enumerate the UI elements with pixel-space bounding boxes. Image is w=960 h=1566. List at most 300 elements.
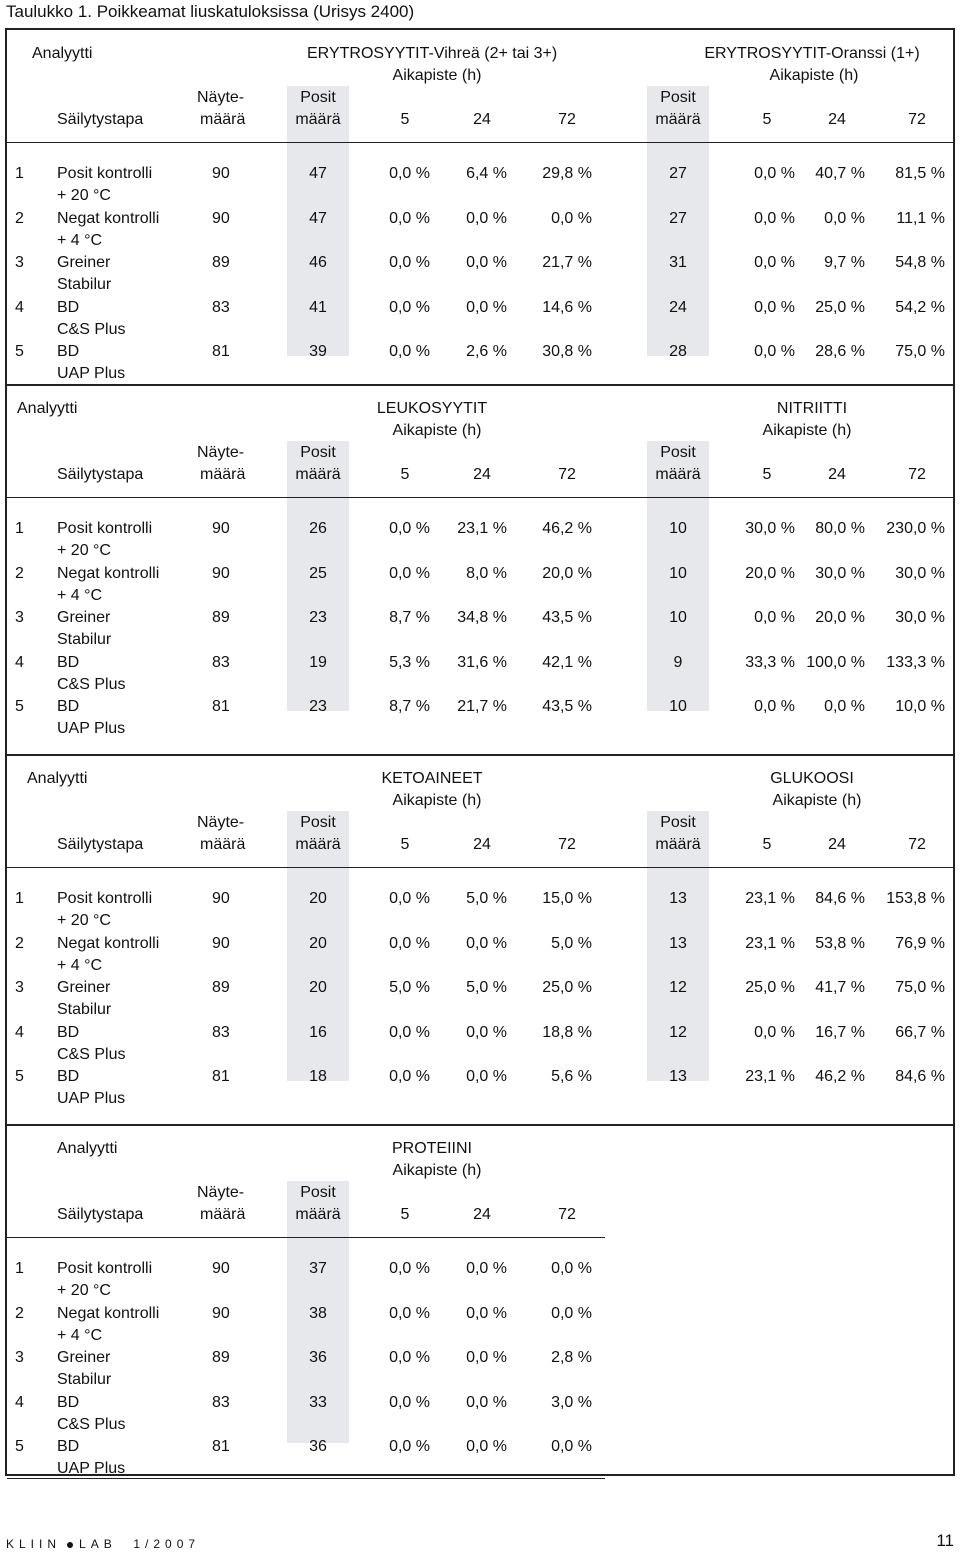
value-right-5h: 0,0 % [754,343,795,360]
sample-count: 90 [212,1260,230,1277]
value-left-5h: 0,0 % [389,1068,430,1085]
page-number: 11 [936,1531,954,1550]
storage-name: Posit kontrolli [57,890,153,907]
posit-header-top-left: Posit [300,444,336,461]
storage-sub: UAP Plus [57,720,126,737]
value-left-24h: 5,0 % [466,979,507,996]
value-left-5h: 0,0 % [389,934,430,952]
timepoint-label-left: Aikapiste (h) [392,1162,482,1179]
value-left-24h: 0,0 % [466,1023,507,1041]
posit-count-left: 39 [309,343,327,360]
value-left-5h: 0,0 % [389,564,430,582]
timepoint-24-right: 24 [828,836,846,853]
value-left-5h: 5,0 % [389,979,430,996]
value-left-24h: 34,8 % [457,609,507,626]
section-4 [7,1125,953,1475]
value-right-5h: 0,0 % [754,209,795,227]
value-right-72h: 75,0 % [895,343,945,360]
row-number: 3 [15,1349,24,1366]
sample-count: 90 [212,1304,230,1322]
row-number: 2 [15,934,24,952]
value-right-5h: 0,0 % [754,1023,795,1041]
storage-name: Negat kontrolli [57,564,160,582]
timepoint-72-right: 72 [908,111,926,128]
storage-sub: C&S Plus [57,1415,126,1433]
value-right-24h: 46,2 % [815,1068,865,1085]
storage-sub: UAP Plus [57,1460,126,1477]
value-left-24h: 5,0 % [466,890,507,907]
section-3 [7,755,953,1125]
posit-count-right: 10 [669,520,687,537]
posit-header-bottom-left: määrä [295,836,341,853]
value-right-24h: 80,0 % [815,520,865,537]
storage-name: BD [57,1438,80,1455]
value-right-72h: 54,8 % [895,254,945,271]
analyte-title-left: ERYTROSYYTIT-Vihreä (2+ tai 3+) [307,45,558,62]
value-right-72h: 30,0 % [895,564,945,582]
sample-count: 81 [212,343,230,360]
posit-count-left: 33 [309,1393,327,1411]
analyte-title-left: PROTEIINI [391,1140,472,1157]
posit-count-left: 18 [309,1068,327,1085]
posit-header-bottom-right: määrä [655,466,701,483]
storage-sub: + 20 °C [57,912,111,929]
value-left-72h: 29,8 % [542,165,592,182]
posit-count-left: 47 [309,209,327,227]
value-left-5h: 0,0 % [389,1304,430,1322]
storage-header: Säilytystapa [57,111,144,128]
row-number: 4 [15,1023,24,1041]
row-number: 2 [15,564,24,582]
value-left-72h: 0,0 % [551,1304,592,1322]
value-left-5h: 8,7 % [389,698,430,715]
sample-header-bottom: määrä [200,111,246,128]
value-right-5h: 0,0 % [754,698,795,715]
analyte-title-right: NITRIITTI [776,400,848,417]
value-left-72h: 25,0 % [542,979,592,996]
value-right-24h: 16,7 % [815,1023,865,1041]
value-right-72h: 84,6 % [895,1068,945,1085]
value-right-24h: 28,6 % [815,343,865,360]
storage-sub: C&S Plus [57,320,126,338]
posit-count-left: 23 [309,609,327,626]
value-left-5h: 0,0 % [389,298,430,316]
row-number: 4 [15,1393,24,1411]
value-left-5h: 0,0 % [389,520,430,537]
timepoint-label-right: Aikapiste (h) [772,792,862,809]
timepoint-72-left: 72 [558,1206,576,1223]
storage-sub: + 4 °C [57,1326,103,1344]
sample-header-bottom: määrä [200,466,246,483]
posit-header-top-right: Posit [660,444,696,461]
storage-name: Negat kontrolli [57,934,160,952]
timepoint-24-left: 24 [473,1206,491,1223]
value-left-5h: 0,0 % [389,1393,430,1411]
storage-sub: UAP Plus [57,365,126,382]
posit-count-left: 25 [309,564,327,582]
value-left-72h: 43,5 % [542,698,592,715]
storage-name: BD [57,698,80,715]
sample-header-bottom: määrä [200,1206,246,1223]
value-right-24h: 25,0 % [815,298,865,316]
timepoint-label-left: Aikapiste (h) [392,67,482,84]
table-caption: Taulukko 1. Poikkeamat liuskatuloksissa (Urisys 2400) [6,2,415,21]
section-1 [7,30,953,385]
storage-name: BD [57,298,80,316]
storage-sub: UAP Plus [57,1090,126,1107]
storage-sub: Stabilur [57,1371,112,1388]
timepoint-label-right: Aikapiste (h) [769,67,859,84]
value-left-24h: 0,0 % [466,254,507,271]
sample-count: 83 [212,1393,230,1411]
value-left-72h: 0,0 % [551,1260,592,1277]
row-number: 3 [15,609,24,626]
value-left-24h: 31,6 % [457,653,507,671]
value-left-5h: 0,0 % [389,1023,430,1041]
posit-count-left: 47 [309,165,327,182]
row-number: 5 [15,1068,24,1085]
storage-sub: + 20 °C [57,542,111,559]
timepoint-5-right: 5 [762,466,772,483]
value-right-24h: 0,0 % [824,209,865,227]
value-left-5h: 8,7 % [389,609,430,626]
value-left-72h: 5,0 % [551,934,592,952]
storage-sub: C&S Plus [57,1045,126,1063]
posit-count-left: 20 [309,890,327,907]
sample-count: 90 [212,209,230,227]
row-number: 1 [15,1260,24,1277]
posit-count-left: 46 [309,254,327,271]
analyte-header: Analyytti [32,45,93,62]
value-left-5h: 0,0 % [389,1349,430,1366]
posit-count-right: 27 [669,165,687,182]
sample-count: 90 [212,890,230,907]
value-left-24h: 0,0 % [466,209,507,227]
posit-count-right: 13 [669,934,687,952]
timepoint-5-right: 5 [762,111,772,128]
analyte-header: Analyytti [57,1140,118,1157]
value-right-72h: 30,0 % [895,609,945,626]
posit-count-right: 31 [669,254,687,271]
value-right-72h: 54,2 % [895,298,945,316]
value-left-5h: 5,3 % [389,653,430,671]
results-table-frame [5,28,955,1476]
posit-count-right: 13 [669,890,687,907]
timepoint-72-right: 72 [908,836,926,853]
value-left-24h: 8,0 % [466,564,507,582]
storage-sub: + 20 °C [57,187,111,204]
posit-count-right: 24 [669,298,687,316]
storage-name: Greiner [57,254,111,271]
timepoint-24-left: 24 [473,466,491,483]
row-number: 1 [15,165,24,182]
sample-header-top: Näyte- [197,444,245,461]
value-right-72h: 10,0 % [895,698,945,715]
value-left-72h: 14,6 % [542,298,592,316]
value-right-5h: 0,0 % [754,609,795,626]
value-left-24h: 0,0 % [466,1304,507,1322]
value-right-72h: 75,0 % [895,979,945,996]
posit-header-bottom-left: määrä [295,1206,341,1223]
value-left-72h: 18,8 % [542,1023,592,1041]
header-divider [7,867,953,868]
value-left-72h: 3,0 % [551,1393,592,1411]
value-right-24h: 40,7 % [815,165,865,182]
timepoint-72-left: 72 [558,836,576,853]
value-right-5h: 30,0 % [745,520,795,537]
posit-header-top-left: Posit [300,1184,336,1201]
analyte-title-left: KETOAINEET [381,770,483,787]
row-number: 2 [15,1304,24,1322]
value-left-72h: 15,0 % [542,890,592,907]
posit-header-top-left: Posit [300,814,336,831]
section-bottom-divider [7,1478,605,1479]
timepoint-label-right: Aikapiste (h) [762,422,852,439]
timepoint-5-left: 5 [400,466,410,483]
posit-count-left: 20 [309,934,327,952]
storage-name: BD [57,1068,80,1085]
journal-lab: LAB [79,1537,117,1551]
sample-count: 89 [212,979,230,996]
value-left-5h: 0,0 % [389,1260,430,1277]
value-right-5h: 25,0 % [745,979,795,996]
value-left-5h: 0,0 % [389,343,430,360]
row-number: 5 [15,698,24,715]
value-right-24h: 53,8 % [815,934,865,952]
posit-header-bottom-left: määrä [295,466,341,483]
row-number: 1 [15,890,24,907]
value-right-72h: 230,0 % [886,520,945,537]
value-right-24h: 0,0 % [824,698,865,715]
value-left-72h: 0,0 % [551,209,592,227]
value-left-24h: 0,0 % [466,934,507,952]
sample-count: 81 [212,698,230,715]
timepoint-24-right: 24 [828,111,846,128]
posit-header-top-left: Posit [300,89,336,106]
posit-header-bottom-right: määrä [655,836,701,853]
storage-name: Greiner [57,1349,111,1366]
storage-name: Greiner [57,979,111,996]
timepoint-5-left: 5 [400,836,410,853]
value-left-24h: 0,0 % [466,298,507,316]
value-right-24h: 30,0 % [815,564,865,582]
value-left-72h: 5,6 % [551,1068,592,1085]
sample-count: 83 [212,1023,230,1041]
header-divider [7,497,953,498]
analyte-header: Analyytti [27,770,88,787]
sample-count: 89 [212,254,230,271]
sample-header-top: Näyte- [197,89,245,106]
sample-header-bottom: määrä [200,836,246,853]
value-left-5h: 0,0 % [389,254,430,271]
header-divider [7,142,953,143]
posit-count-right: 12 [669,979,687,996]
storage-name: BD [57,1393,80,1411]
value-left-24h: 0,0 % [466,1260,507,1277]
value-right-24h: 9,7 % [824,254,865,271]
footer-journal [6,1537,200,1551]
value-left-5h: 0,0 % [389,1438,430,1455]
posit-header-bottom-right: määrä [655,111,701,128]
value-left-24h: 0,0 % [466,1393,507,1411]
row-number: 2 [15,209,24,227]
storage-name: Posit kontrolli [57,165,153,182]
value-left-72h: 21,7 % [542,254,592,271]
row-number: 4 [15,653,24,671]
timepoint-72-left: 72 [558,466,576,483]
sample-header-top: Näyte- [197,814,245,831]
storage-name: BD [57,343,80,360]
value-right-72h: 153,8 % [886,890,945,907]
posit-count-right: 10 [669,564,687,582]
timepoint-label-left: Aikapiste (h) [392,792,482,809]
posit-count-left: 23 [309,698,327,715]
value-left-72h: 30,8 % [542,343,592,360]
storage-name: Negat kontrolli [57,1304,160,1322]
value-left-72h: 20,0 % [542,564,592,582]
posit-count-left: 16 [309,1023,327,1041]
value-right-72h: 133,3 % [886,653,945,671]
value-right-72h: 81,5 % [895,165,945,182]
storage-name: Negat kontrolli [57,209,160,227]
header-divider [7,1237,605,1238]
sample-count: 81 [212,1068,230,1085]
row-number: 3 [15,254,24,271]
posit-count-left: 36 [309,1349,327,1366]
sample-count: 83 [212,653,230,671]
sample-count: 90 [212,520,230,537]
storage-sub: + 4 °C [57,956,103,974]
value-left-24h: 0,0 % [466,1438,507,1455]
posit-count-left: 26 [309,520,327,537]
timepoint-5-right: 5 [762,836,772,853]
storage-header: Säilytystapa [57,1206,144,1223]
timepoint-24-right: 24 [828,466,846,483]
posit-count-left: 19 [309,653,327,671]
value-left-72h: 2,8 % [551,1349,592,1366]
storage-sub: + 4 °C [57,231,103,249]
storage-sub: Stabilur [57,276,112,293]
value-left-24h: 2,6 % [466,343,507,360]
sample-count: 83 [212,298,230,316]
posit-header-top-right: Posit [660,814,696,831]
timepoint-72-right: 72 [908,466,926,483]
value-right-24h: 100,0 % [806,653,865,671]
storage-name: Posit kontrolli [57,1260,153,1277]
posit-count-right: 9 [673,653,683,671]
posit-header-top-right: Posit [660,89,696,106]
journal-issue: 1/2007 [133,1537,201,1551]
analyte-title-left: LEUKOSYYTIT [376,400,488,417]
sample-count: 89 [212,1349,230,1366]
value-left-72h: 42,1 % [542,653,592,671]
value-left-72h: 43,5 % [542,609,592,626]
value-left-24h: 0,0 % [466,1068,507,1085]
storage-sub: + 4 °C [57,586,103,604]
posit-header-bottom-left: määrä [295,111,341,128]
value-right-24h: 20,0 % [815,609,865,626]
timepoint-5-left: 5 [400,1206,410,1223]
posit-count-right: 10 [669,698,687,715]
value-right-5h: 23,1 % [745,934,795,952]
value-left-24h: 0,0 % [466,1349,507,1366]
posit-count-left: 20 [309,979,327,996]
section-2 [7,385,953,755]
row-number: 5 [15,343,24,360]
row-number: 3 [15,979,24,996]
storage-sub: Stabilur [57,1001,112,1018]
value-right-72h: 11,1 % [896,209,945,227]
timepoint-label-left: Aikapiste (h) [392,422,482,439]
row-number: 5 [15,1438,24,1455]
value-right-5h: 23,1 % [745,1068,795,1085]
sample-count: 90 [212,934,230,952]
storage-header: Säilytystapa [57,836,144,853]
analyte-title-right: ERYTROSYYTIT-Oranssi (1+) [704,45,920,62]
timepoint-5-left: 5 [400,111,410,128]
analyte-header: Analyytti [17,400,78,417]
storage-name: BD [57,1023,80,1041]
value-left-24h: 6,4 % [466,165,507,182]
timepoint-72-left: 72 [558,111,576,128]
value-right-5h: 0,0 % [754,298,795,316]
sample-count: 90 [212,165,230,182]
value-left-24h: 21,7 % [457,698,507,715]
storage-sub: + 20 °C [57,1282,111,1299]
storage-name: BD [57,653,80,671]
value-left-72h: 0,0 % [551,1438,592,1455]
posit-count-right: 27 [669,209,687,227]
sample-header-top: Näyte- [197,1184,245,1201]
value-left-5h: 0,0 % [389,209,430,227]
sample-count: 81 [212,1438,230,1455]
value-right-5h: 20,0 % [745,564,795,582]
analyte-title-right: GLUKOOSI [770,770,854,787]
posit-count-left: 37 [309,1260,327,1277]
value-right-24h: 84,6 % [815,890,865,907]
posit-count-left: 38 [309,1304,327,1322]
value-right-72h: 66,7 % [895,1023,945,1041]
posit-count-right: 12 [669,1023,687,1041]
timepoint-24-left: 24 [473,111,491,128]
value-right-72h: 76,9 % [895,934,945,952]
value-right-5h: 0,0 % [754,165,795,182]
row-number: 4 [15,298,24,316]
storage-name: Posit kontrolli [57,520,153,537]
bullet-icon [67,1542,73,1548]
sample-count: 89 [212,609,230,626]
posit-count-right: 28 [669,343,687,360]
posit-count-left: 36 [309,1438,327,1455]
value-right-5h: 0,0 % [754,254,795,271]
posit-count-left: 41 [309,298,327,316]
journal-name: KLIIN [6,1537,62,1551]
storage-sub: Stabilur [57,631,112,648]
storage-name: Greiner [57,609,111,626]
value-right-24h: 41,7 % [815,979,865,996]
storage-header: Säilytystapa [57,466,144,483]
value-left-24h: 23,1 % [457,520,507,537]
posit-count-right: 13 [669,1068,687,1085]
storage-sub: C&S Plus [57,675,126,693]
value-right-5h: 23,1 % [745,890,795,907]
row-number: 1 [15,520,24,537]
value-left-5h: 0,0 % [389,165,430,182]
timepoint-24-left: 24 [473,836,491,853]
value-right-5h: 33,3 % [745,653,795,671]
posit-count-right: 10 [669,609,687,626]
value-left-72h: 46,2 % [542,520,592,537]
